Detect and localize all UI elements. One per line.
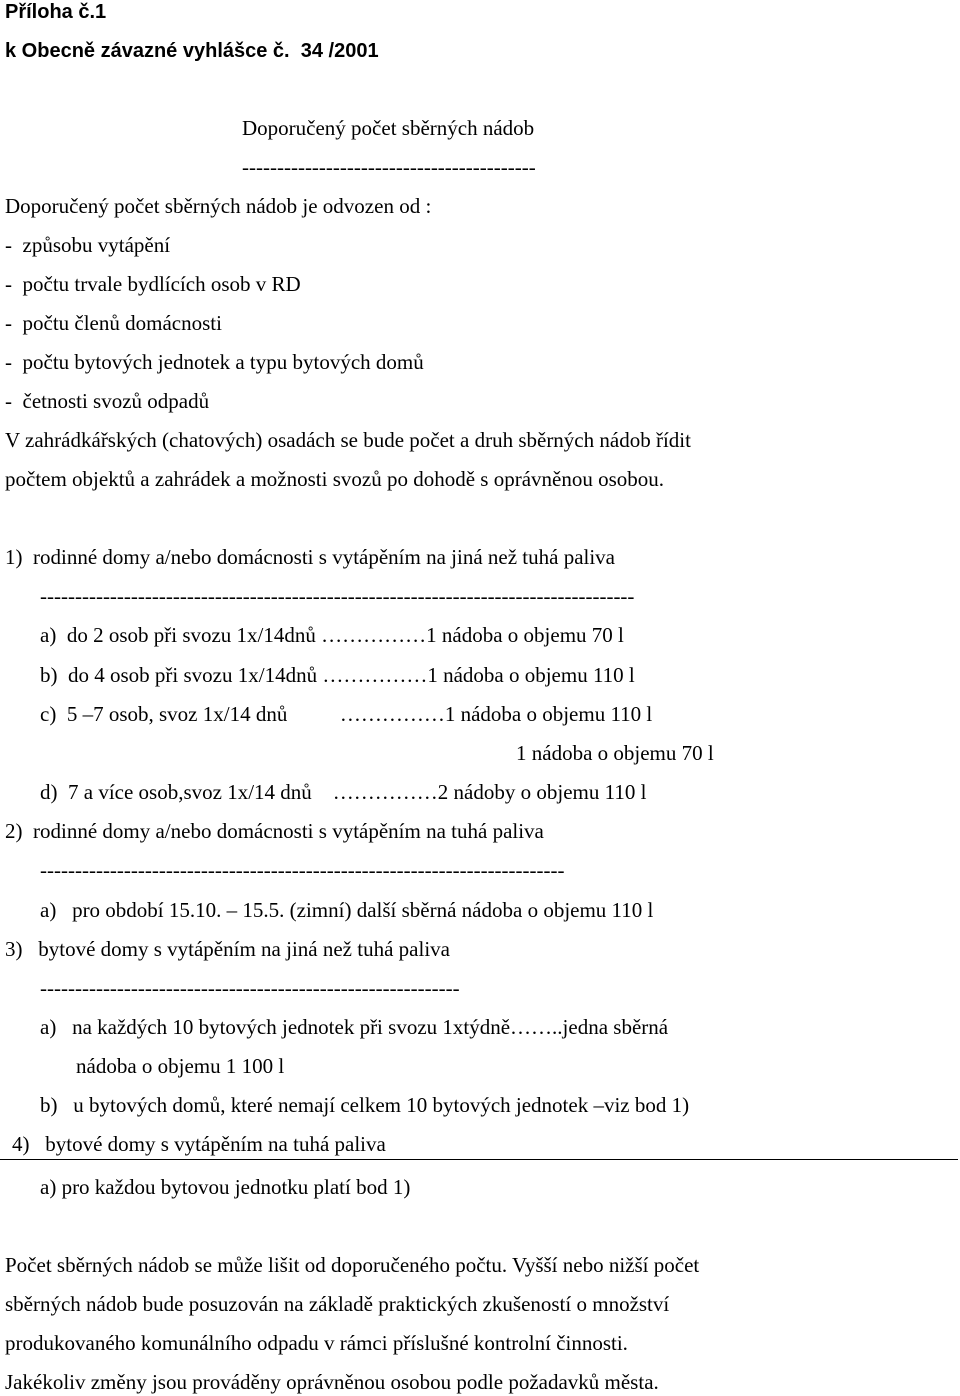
section2-dashes: ---------------------------------------------------------------------------: [40, 858, 565, 882]
intro-item: - způsobu vytápění: [5, 233, 171, 257]
intro-paragraph-line: V zahrádkářských (chatových) osadách se bude počet a druh sběrných nádob řídit: [5, 428, 691, 452]
section3-heading: 3) bytové domy s vytápěním na jiná než tuhá paliva: [5, 937, 450, 961]
page-title: Doporučený počet sběrných nádob: [242, 116, 535, 140]
intro-item: - počtu trvale bydlících osob v RD: [5, 272, 301, 296]
section4-item: a) pro každou bytovou jednotku platí bod 1): [40, 1175, 411, 1199]
intro-paragraph-line: počtem objektů a zahrádek a možnosti svozů po dohodě s oprávněnou osobou.: [5, 467, 665, 491]
section1-item: c) 5 –7 osob, svoz 1x/14 dnů ……………1 nádoba o objemu 110 l: [40, 702, 653, 726]
attachment-label: Příloha č.1: [5, 1, 107, 23]
section1-item-continuation: 1 nádoba o objemu 70 l: [516, 741, 714, 765]
section3-item: a) na každých 10 bytových jednotek při svozu 1xtýdně……..jedna sběrná: [40, 1015, 669, 1039]
intro-item: - četnosti svozů odpadů: [5, 389, 210, 413]
section1-item: b) do 4 osob při svozu 1x/14dnů ……………1 nádoba o objemu 110 l: [40, 663, 635, 687]
section1-item: a) do 2 osob při svozu 1x/14dnů ……………1 nádoba o objemu 70 l: [40, 623, 624, 647]
horizontal-rule: [0, 1159, 958, 1160]
intro-item: - počtu členů domácnosti: [5, 311, 222, 335]
section2-item: a) pro období 15.10. – 15.5. (zimní) další sběrná nádoba o objemu 110 l: [40, 898, 654, 922]
section1-heading: 1) rodinné domy a/nebo domácnosti s vytápěním na jiná než tuhá paliva: [5, 545, 616, 569]
closing-paragraph-line: Počet sběrných nádob se může lišit od doporučeného počtu. Vyšší nebo nižší počet: [5, 1253, 700, 1277]
intro-item: - počtu bytových jednotek a typu bytových domů: [5, 350, 424, 374]
section4-heading: 4) bytové domy s vytápěním na tuhá paliva: [12, 1132, 386, 1156]
section1-dashes: -------------------------------------------------------------------------------------: [40, 584, 635, 608]
closing-paragraph-line: Jakékoliv změny jsou prováděny oprávněnou osobou podle požadavků města.: [5, 1370, 659, 1394]
section3-item: b) u bytových domů, které nemají celkem 10 bytových jednotek –viz bod 1): [40, 1093, 690, 1117]
section3-item-continuation: nádoba o objemu 1 100 l: [76, 1054, 285, 1078]
regulation-reference: k Obecně závazné vyhlášce č. 34 /2001: [5, 40, 379, 62]
intro-lead: Doporučený počet sběrných nádob je odvozen od :: [5, 194, 432, 218]
closing-paragraph-line: produkovaného komunálního odpadu v rámci příslušné kontrolní činnosti.: [5, 1331, 628, 1355]
closing-paragraph-line: sběrných nádob bude posuzován na základě praktických zkušeností o množství: [5, 1292, 670, 1316]
section2-heading: 2) rodinné domy a/nebo domácnosti s vytápěním na tuhá paliva: [5, 819, 544, 843]
section3-dashes: ------------------------------------------------------------: [40, 976, 460, 1000]
section1-item: d) 7 a více osob,svoz 1x/14 dnů ……………2 nádoby o objemu 110 l: [40, 780, 647, 804]
title-underline: ------------------------------------------: [242, 155, 536, 179]
